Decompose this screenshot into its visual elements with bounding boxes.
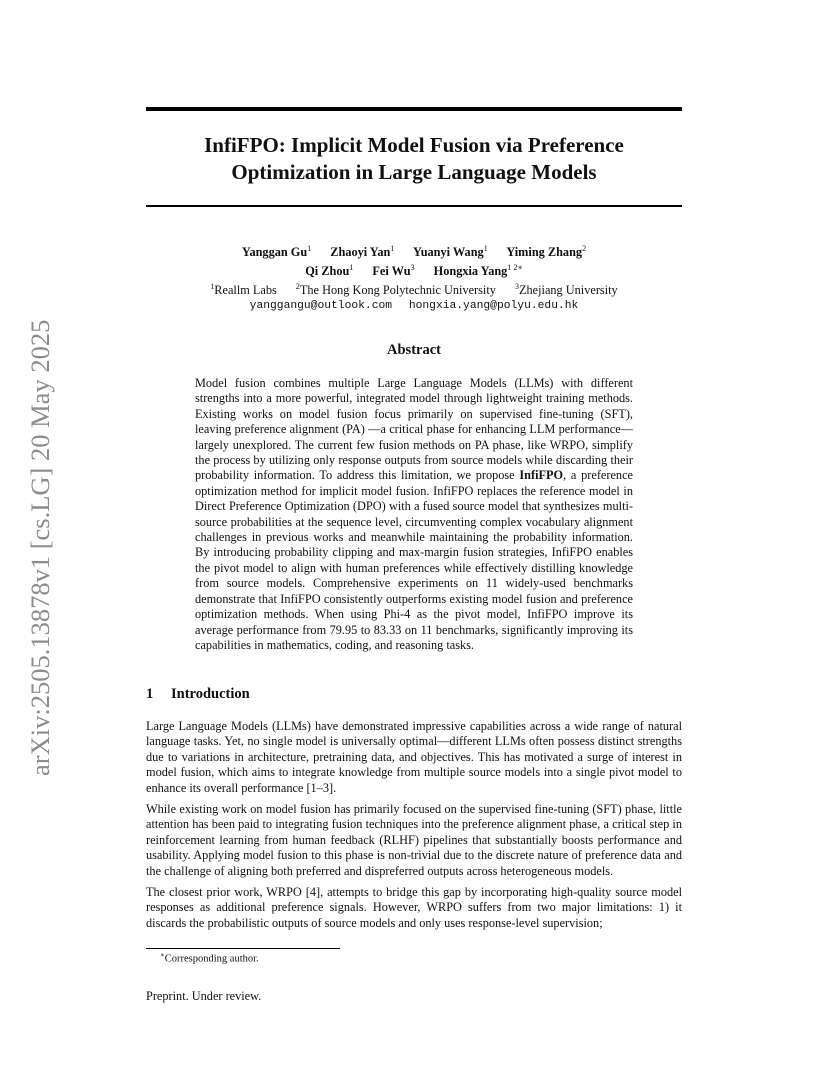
paper-title	[146, 132, 682, 186]
author: Hongxia Yang$^{1 2∗}$	[433, 263, 523, 279]
author: Zhaoyi Yan$^1$	[330, 244, 395, 260]
affiliation: $^2$The Hong Kong Polytechnic University	[295, 282, 496, 298]
section-title: Introduction	[171, 686, 250, 702]
author: Fei Wu$^3$	[372, 263, 415, 279]
method-name: InfiFPO	[519, 468, 564, 483]
introduction-body	[146, 719, 682, 937]
abstract-heading: Abstract	[387, 342, 441, 358]
affiliation: $^1$Reallm Labs	[210, 282, 277, 298]
paragraph: The closest prior work, WRPO [4], attempts to bridge this gap by incorporating high-quality source model responses as additional preference signals. However, WRPO suffers from two major limitations: 1) it discards the probabilistic outputs of source models and only uses response-level supervision;	[146, 885, 682, 930]
email: yanggangu@outlook.com	[249, 300, 393, 313]
affiliations	[146, 279, 682, 298]
author: Yiming Zhang$^2$	[506, 244, 587, 260]
paragraph: While existing work on model fusion has primarily focused on the supervised fine-tuning (SFT) phase, little attention has been paid to integrating fusion techniques into the preference alignment phase, a critical step in reinforcement learning from human feedback (RLHF) pipelines that substantially boosts performance and usability. Applying model fusion to this phase is non-trivial due to the discrete nature of preference data and the challenge of aligning both preferred and dispreferred outputs across heterogeneous models.	[146, 802, 682, 878]
preprint-note: Preprint. Under review.	[146, 989, 262, 1003]
footnote: ∗Corresponding author.	[160, 951, 259, 965]
title-line-2: Optimization in Large Language Models	[231, 160, 597, 184]
footnote-mark: ∗	[160, 951, 165, 959]
footnote-rule	[146, 948, 340, 949]
author-block	[146, 241, 682, 314]
emails	[146, 298, 682, 314]
author: Qi Zhou$^1$	[305, 263, 354, 279]
email: hongxia.yang@polyu.edu.hk	[408, 300, 579, 313]
title-bottom-rule	[146, 205, 682, 207]
affiliation: $^3$Zhejiang University	[515, 282, 618, 298]
section-heading	[146, 686, 250, 703]
authors-row-1	[146, 241, 682, 260]
authors-row-2	[146, 260, 682, 279]
arxiv-stamp: arXiv:2505.13878v1 [cs.LG] 20 May 2025	[25, 319, 55, 776]
title-line-1: InfiFPO: Implicit Model Fusion via Preference	[204, 133, 624, 157]
title-top-rule	[146, 107, 682, 111]
section-number: 1	[146, 686, 154, 702]
abstract-text: Model fusion combines multiple Large Language Models (LLMs) with different strengths into a more powerful, integrated model through lightweight training methods. Existing works on model fusion focus primarily on supervised fine-tuning (SFT), leaving preference alignment (PA) —a critical phase for enhancing LLM performance—largely unexplored. The current few fusion methods on PA phase, like WRPO, simplify the process by utilizing only response outputs from source models while discarding their probability information. To address this limitation, we propose InfiFPO, a preference optimization method for implicit model fusion. InfiFPO replaces the reference model in Direct Preference Optimization (DPO) with a fused source model that synthesizes multi-source probabilities at the sequence level, circumventing complex vocabulary alignment challenges in previous works and meanwhile maintaining the probability information. By introducing probability clipping and max-margin fusion strategies, InfiFPO enables the pivot model to align with human preferences while effectively distilling knowledge from source models. Comprehensive experiments on 11 widely-used benchmarks demonstrate that InfiFPO consistently outperforms existing model fusion and preference optimization methods. When using Phi-4 as the pivot model, InfiFPO improve its average performance from 79.95 to 83.33 on 11 benchmarks, significantly improving its capabilities in mathematics, coding, and reasoning tasks.	[195, 376, 633, 652]
author: Yanggan Gu$^1$	[241, 244, 312, 260]
paragraph: Large Language Models (LLMs) have demonstrated impressive capabilities across a wide range of natural language tasks. Yet, no single model is universally optimal—different LLMs often possess distinct strengths due to variations in architecture, pretraining data, and objectives. This has motivated a surge of interest in model fusion, which aims to integrate knowledge from multiple source models into a single pivot model to enhance its overall performance [1–3].	[146, 719, 682, 795]
author: Yuanyi Wang$^1$	[412, 244, 488, 260]
